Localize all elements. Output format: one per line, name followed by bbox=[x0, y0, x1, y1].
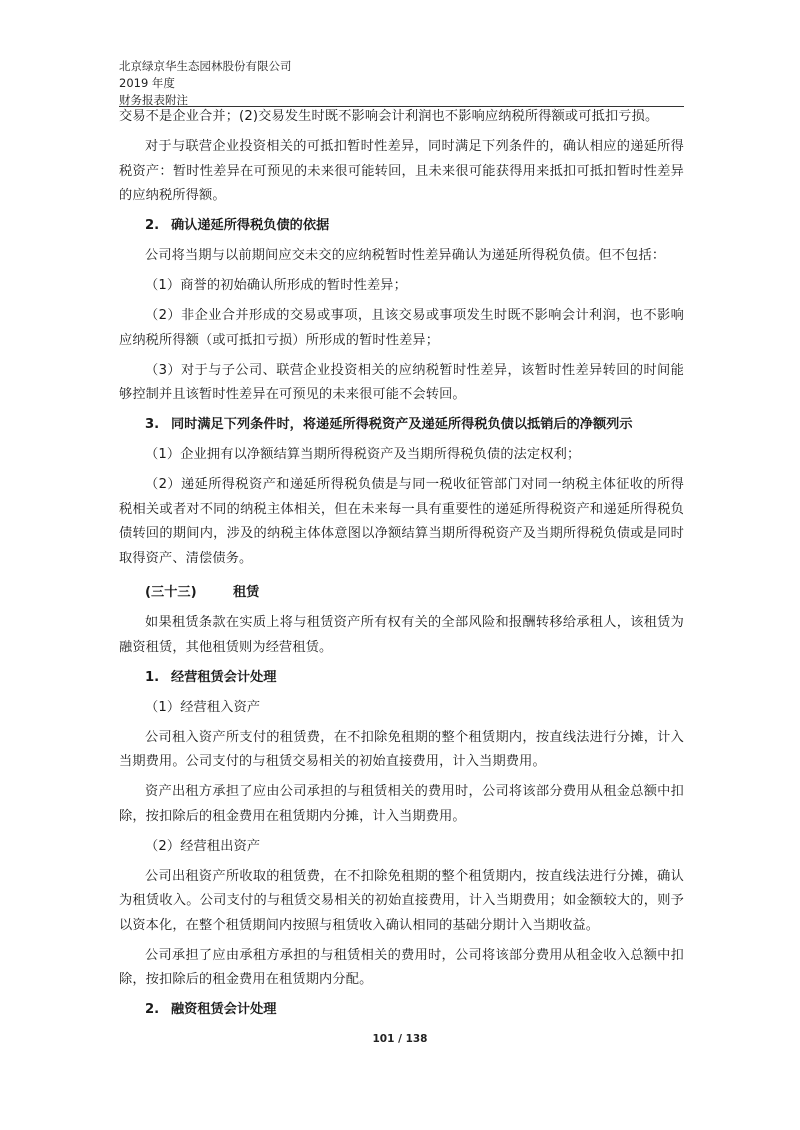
page-body bbox=[119, 105, 684, 1028]
section-number: (三十三) bbox=[145, 585, 197, 600]
report-year: 2019 年度 bbox=[119, 76, 175, 90]
list-item: （2）递延所得税资产和递延所得税负债是与同一税收征管部门对同一纳税主体征收的所得税相关或者对不同的纳税主体相关，但在未来每一具有重要性的递延所得税资产和递延所得税负债转回的期间内，涉及的纳税主体体意图以净额结算当期所得税资产及当期所得税负债或是同时取得资产、清偿债务。 bbox=[119, 477, 684, 566]
heading-number: 2. bbox=[145, 218, 160, 233]
section-heading-lease bbox=[119, 581, 684, 606]
paragraph: 公司承担了应由承租方承担的与租赁相关的费用时，公司将该部分费用从租金收入总额中扣除，按扣除后的租金费用在租赁期内分配。 bbox=[119, 947, 684, 987]
heading-number: 3. bbox=[145, 417, 160, 432]
list-item: （2）非企业合并形成的交易或事项，且该交易或事项发生时既不影响会计利润，也不影响应纳税所得额（或可抵扣亏损）所形成的暂时性差异； bbox=[119, 308, 684, 348]
continued-paragraph: 交易不是企业合并；(2)交易发生时既不影响会计利润也不影响应纳税所得额或可抵扣亏损。 bbox=[119, 109, 659, 124]
heading-number: 2. bbox=[145, 1002, 160, 1017]
paragraph: 公司租入资产所支付的租赁费，在不扣除免租期的整个租赁期内，按直线法进行分摊，计入当期费用。公司支付的与租赁交易相关的初始直接费用，计入当期费用。 bbox=[119, 729, 684, 769]
heading-net-presentation bbox=[119, 413, 684, 438]
section-title: 租赁 bbox=[233, 585, 260, 600]
list-item: （1）商誉的初始确认所形成的暂时性差异； bbox=[145, 278, 407, 293]
paragraph: 公司出租资产所收取的租赁费，在不扣除免租期的整个租赁期内，按直线法进行分摊，确认为租赁收入。公司支付的与租赁交易相关的初始直接费用，计入当期费用；如金额较大的，则予以资本化，在整个租赁期间内按照与租赁收入确认相同的基础分期计入当期收益。 bbox=[119, 868, 684, 933]
list-item: （1）企业拥有以净额结算当期所得税资产及当期所得税负债的法定权利； bbox=[145, 447, 581, 462]
heading-operating-lease bbox=[119, 666, 684, 691]
subheading-leased-in: （1）经营租入资产 bbox=[145, 699, 261, 715]
heading-title: 同时满足下列条件时，将递延所得税资产及递延所得税负债以抵销后的净额列示 bbox=[171, 417, 633, 432]
paragraph: 资产出租方承担了应由公司承担的与租赁相关的费用时，公司将该部分费用从租金总额中扣除，按扣除后的租金费用在租赁期内分摊，计入当期费用。 bbox=[119, 784, 684, 824]
heading-title: 融资租赁会计处理 bbox=[171, 1002, 277, 1017]
heading-deferred-tax-liability bbox=[119, 214, 684, 239]
lease-intro-paragraph: 如果租赁条款在实质上将与租赁资产所有权有关的全部风险和报酬转移给承租人，该租赁为融资租赁，其他租赁则为经营租赁。 bbox=[119, 615, 684, 655]
heading-title: 确认递延所得税负债的依据 bbox=[171, 218, 330, 233]
company-name: 北京绿京华生态园林股份有限公司 bbox=[119, 59, 292, 73]
heading-title: 经营租赁会计处理 bbox=[171, 669, 277, 685]
page-header bbox=[119, 58, 684, 109]
heading-number: 1. bbox=[145, 669, 160, 685]
liability-intro-paragraph: 公司将当期与以前期间应交未交的应纳税暂时性差异确认为递延所得税负债。但不包括： bbox=[145, 248, 666, 263]
list-item: （3）对于与子公司、联营企业投资相关的应纳税暂时性差异，该暂时性差异转回的时间能够控制并且该暂时性差异在可预见的未来很可能不会转回。 bbox=[119, 362, 684, 402]
subheading-leased-out: （2）经营租出资产 bbox=[145, 838, 261, 854]
heading-finance-lease bbox=[119, 998, 684, 1023]
document-title: 财务报表附注 bbox=[119, 93, 188, 107]
page-number: 101 / 138 bbox=[372, 1033, 428, 1045]
associate-paragraph: 对于与联营企业投资相关的可抵扣暂时性差异，同时满足下列条件的，确认相应的递延所得税资产：暂时性差异在可预见的未来很可能转回，且未来很可能获得用来抵扣可抵扣暂时性差异的应纳税所得额。 bbox=[119, 139, 684, 203]
